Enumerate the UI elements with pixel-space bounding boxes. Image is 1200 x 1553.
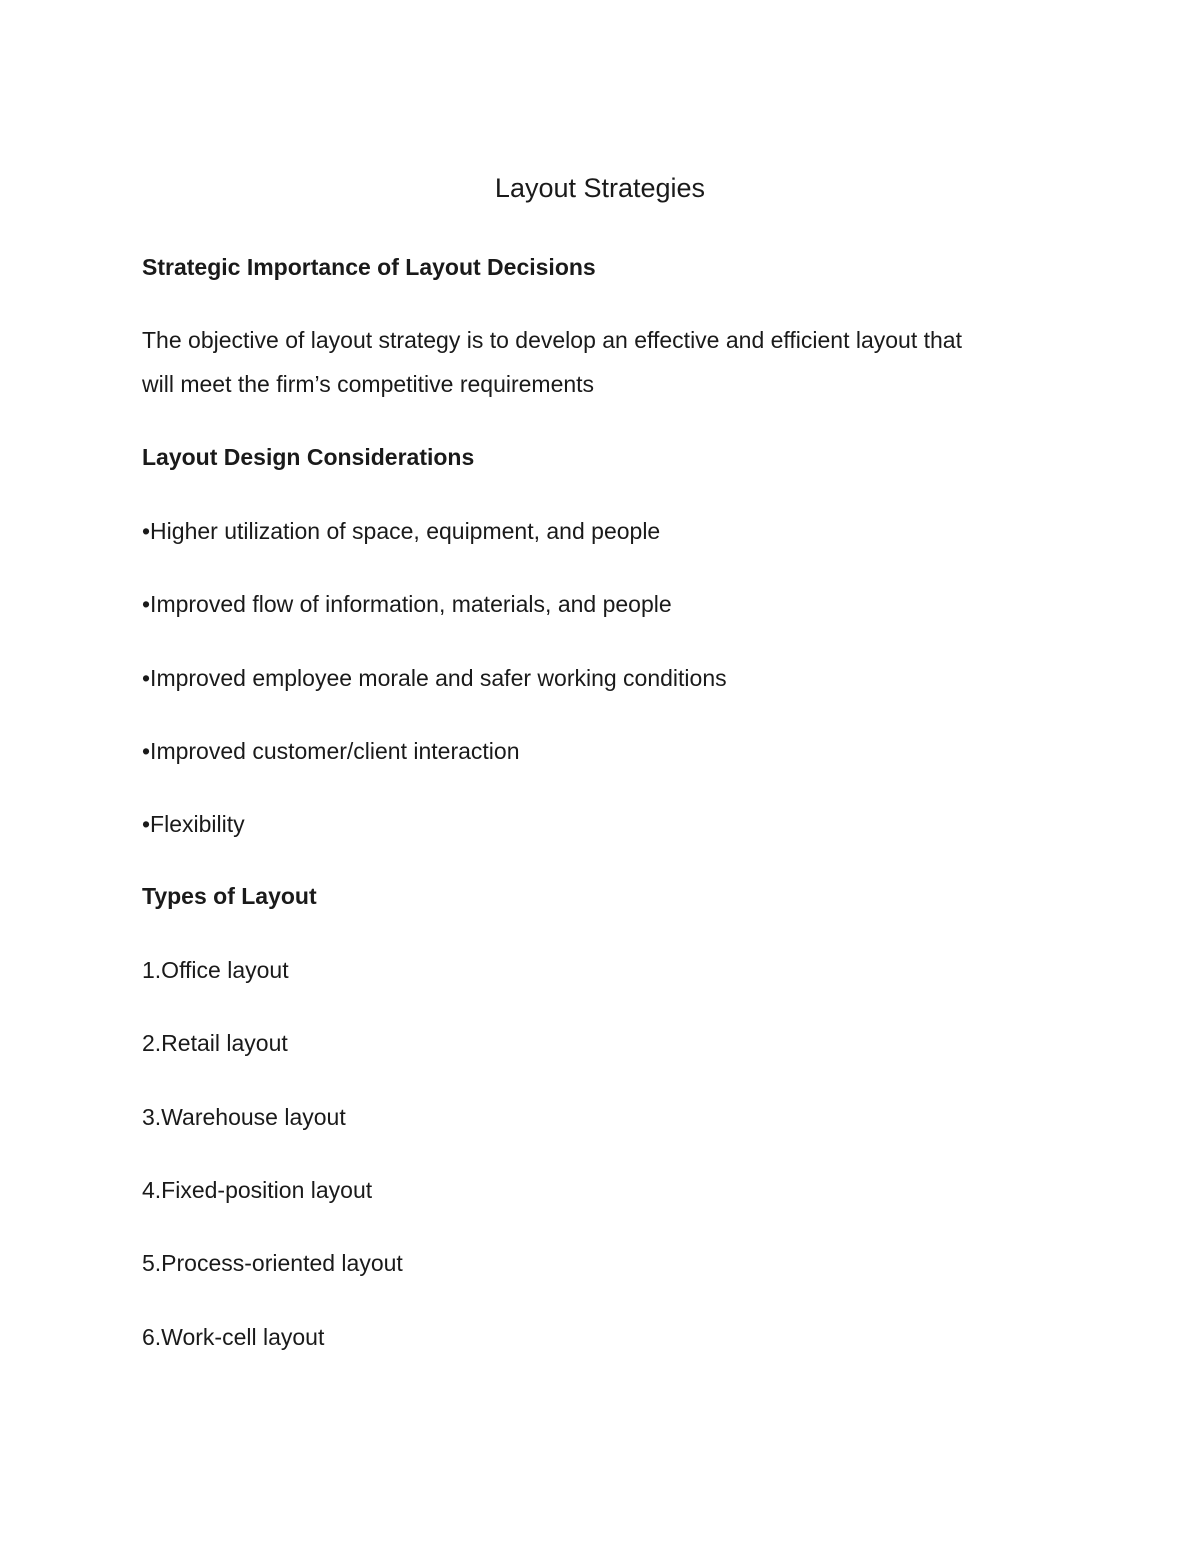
paragraph-line: will meet the firm’s competitive requirements [142,371,595,397]
bullet-item: •Improved employee morale and safer working conditions [142,665,727,691]
numbered-item: 4.Fixed-position layout [142,1177,373,1203]
section-heading-design-considerations: Layout Design Considerations [142,444,475,470]
numbered-item: 3.Warehouse layout [142,1104,346,1130]
bullet-item: •Improved customer/client interaction [142,738,520,764]
numbered-item: 1.Office layout [142,957,289,983]
numbered-item: 6.Work-cell layout [142,1324,325,1350]
paragraph-line: The objective of layout strategy is to develop an effective and efficient layout that [142,327,962,353]
bullet-item: •Improved flow of information, materials, and people [142,591,672,617]
numbered-item: 2.Retail layout [142,1030,288,1056]
section-heading-types-of-layout: Types of Layout [142,883,317,909]
document-title: Layout Strategies [494,173,706,203]
numbered-item: 5.Process-oriented layout [142,1250,403,1276]
bullet-item: •Higher utilization of space, equipment, and people [142,518,661,544]
section-heading-strategic-importance: Strategic Importance of Layout Decisions [142,254,596,280]
bullet-item: •Flexibility [142,811,245,837]
